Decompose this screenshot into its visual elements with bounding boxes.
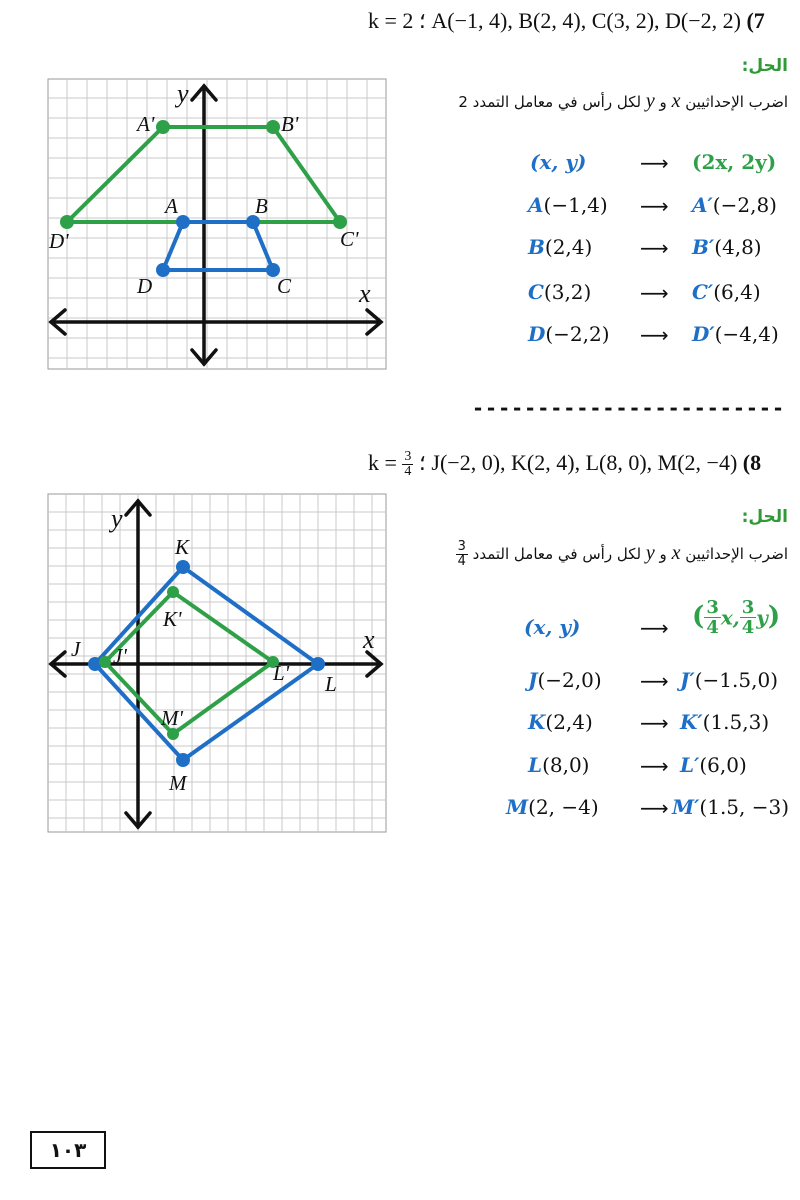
axis-label-x: x [359,279,371,308]
problem-7-rule: (x, y) [530,150,587,174]
problem-8-graph [47,493,387,833]
problem-8-k: k = $\frac{3}{4}$ ؛ [368,449,426,480]
arrow: ⟶ [640,754,669,778]
label-k-prime: K' [163,607,182,631]
label-a-prime: A' [137,112,155,136]
problem-7-points: A(−1, 4), B(2, 4), C(3, 2), D(−2, 2) [431,8,741,33]
vertex-d-prime [60,215,74,229]
mapping-row-k-image: K′(1.5,3) [680,710,770,734]
arrow: ⟶ [640,323,669,347]
problem-8-rule-image: ( $\frac{3}{4}$ x, $\frac{3}{4}$ y) [692,597,781,638]
mapping-row-j-image: J′(−1.5,0) [680,668,779,692]
label-c: C [277,274,292,298]
mapping-row-b: B(2,4) [528,235,593,259]
problem-7-solution-heading: الحل: [741,56,788,76]
mapping-row-c-image: C′(6,4) [692,280,761,304]
label-d: D [137,274,153,298]
axis-label-y: y [177,79,189,108]
arrow: ⟶ [640,669,669,693]
fraction: $\frac{3}{4}$ [404,449,412,480]
problem-7-k: k = 2 ؛ [368,8,426,33]
axis-label-x: x [363,625,375,654]
arrow: ⟶ [640,194,669,218]
label-b: B [255,194,268,218]
label-m: M [169,771,187,795]
problem-8-rule: (x, y) [524,615,581,639]
problem-7-instruction: اضرب الإحداثيين x و y لكل رأس في معامل التمدد 2 [458,90,788,112]
problem-7-graph [47,78,387,370]
problem-8-points: J(−2, 0), K(2, 4), L(8, 0), M(2, −4) [431,450,738,475]
mapping-row-j: J(−2,0) [528,668,602,692]
vertex-b-prime [266,120,280,134]
vertex-l [311,657,325,671]
label-d-prime: D' [49,229,69,253]
vertex-a [176,215,190,229]
label-m-prime: M' [161,706,183,730]
mapping-row-d: D(−2,2) [528,322,610,346]
label-a: A [165,194,178,218]
label-k: K [175,535,190,559]
axis-label-y: y [111,504,123,533]
mapping-row-a-image: A′(−2,8) [692,193,777,217]
problem-8-solution-heading: الحل: [741,507,788,527]
section-separator: ------------------------ [472,396,785,420]
problem-7-statement [368,8,765,34]
arrow: ⟶ [640,151,669,175]
vertex-m [176,753,190,767]
label-b-prime: B' [281,112,299,136]
mapping-row-m: M(2, −4) [506,795,599,819]
arrow: ⟶ [640,236,669,260]
problem-8-number: (8 [742,450,762,475]
label-c-prime: C' [340,227,359,251]
vertex-d [156,263,170,277]
problem-7-number: (7 [746,8,765,33]
mapping-row-b-image: B′(4,8) [692,235,762,259]
vertex-a-prime [156,120,170,134]
problem-7-rule-image: (2x, 2y) [692,150,777,174]
label-j: J [71,637,81,661]
mapping-row-d-image: D′(−4,4) [692,322,779,346]
problem-8-statement [368,450,761,479]
mapping-row-c: C(3,2) [528,280,592,304]
mapping-row-a: A(−1,4) [528,193,608,217]
mapping-row-k: K(2,4) [528,710,593,734]
arrow: ⟶ [640,796,669,820]
mapping-row-l: L(8,0) [528,753,590,777]
problem-8-instruction: اضرب الإحداثيين x و y لكل رأس في معامل التمدد $\frac{3}{4}$ [457,539,788,569]
vertex-j-prime [99,656,111,668]
label-j-prime: J' [113,644,127,668]
arrow: ⟶ [640,281,669,305]
original-trapezoid-abcd [163,222,273,270]
vertex-k-prime [167,586,179,598]
arrow: ⟶ [640,711,669,735]
label-l-prime: L' [273,661,290,685]
fraction: $\frac{3}{4}$ [457,539,466,569]
vertex-k [176,560,190,574]
label-l: L [325,672,337,696]
mapping-row-l-image: L′(6,0) [680,753,747,777]
mapping-row-m-image: M′(1.5, −3) [672,795,790,819]
page-number: ١٠٣ [30,1131,106,1169]
arrow: ⟶ [640,616,669,640]
